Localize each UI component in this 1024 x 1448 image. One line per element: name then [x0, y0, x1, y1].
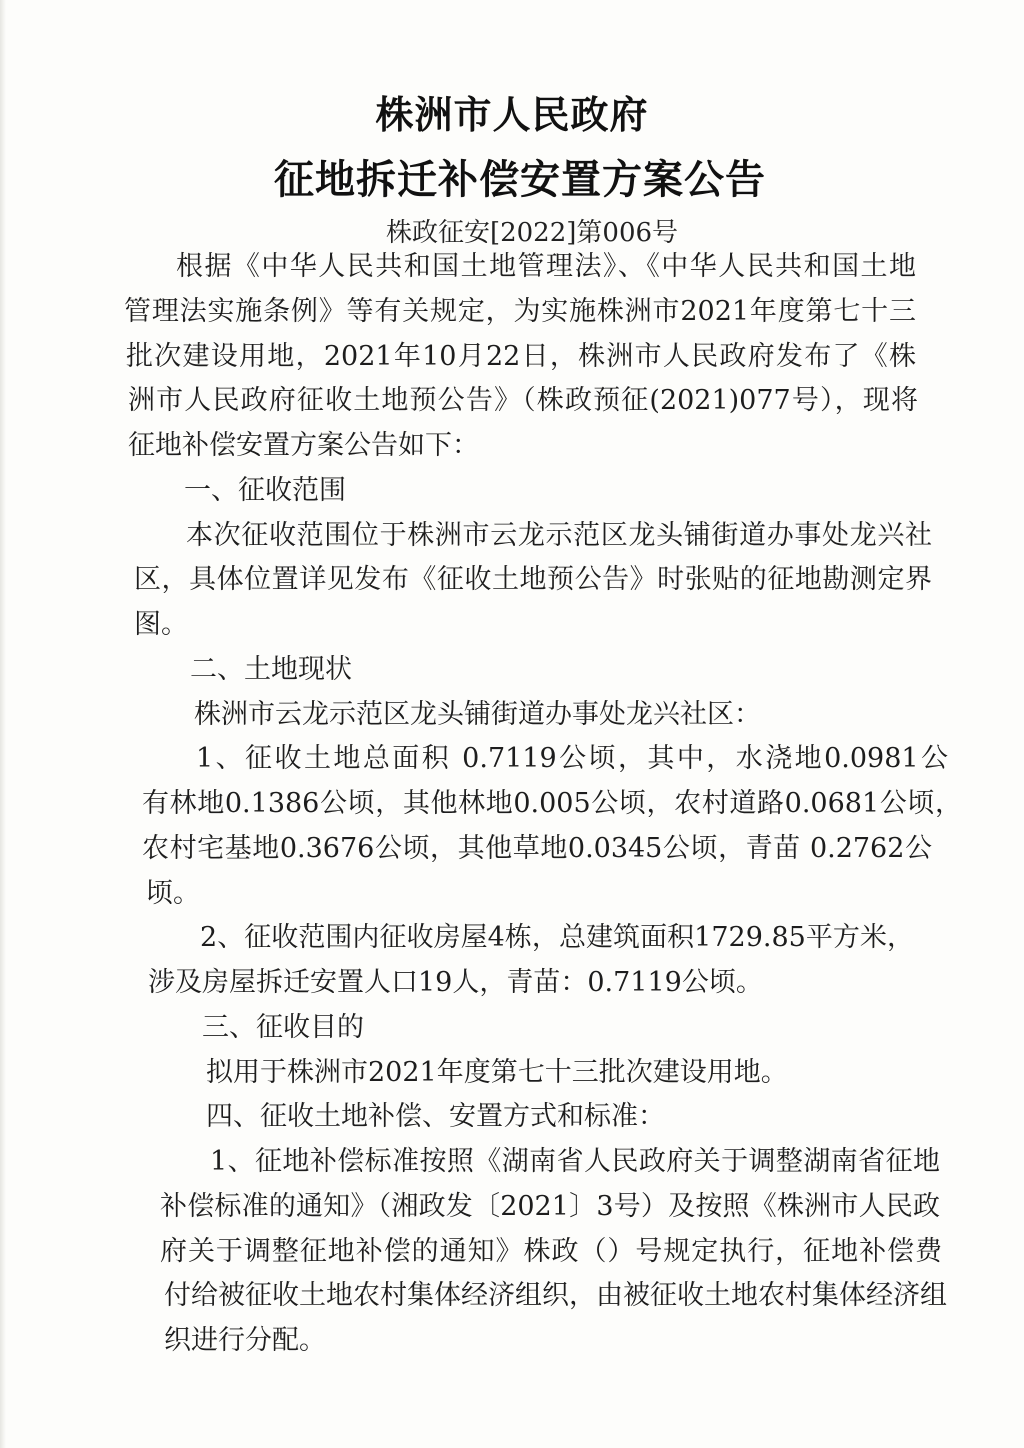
- body-line: 1、征地补偿标准按照《湖南省人民政府关于调整湖南省征地: [210, 1146, 940, 1175]
- body-line: 府关于调整征地补偿的通知》株政（）号规定执行，征地补偿费: [160, 1236, 942, 1265]
- section-heading: 三、征收目的: [202, 1012, 364, 1043]
- body-line: 根据《中华人民共和国土地管理法》、《中华人民共和国土地: [176, 251, 916, 280]
- body-line: 征地补偿安置方案公告如下：: [128, 430, 479, 461]
- body-line: 涉及房屋拆迁安置人口19人，青苗：0.7119公顷。: [148, 967, 763, 998]
- title-line-1: 株洲市人民政府: [375, 93, 649, 137]
- body-line: 织进行分配。: [164, 1325, 326, 1356]
- section-heading: 四、征收土地补偿、安置方式和标准：: [206, 1101, 665, 1132]
- body-line: 1、征收土地总面积 0.7119公顷，其中，水浇地0.0981公: [196, 743, 948, 772]
- body-line: 本次征收范围位于株洲市云龙示范区龙头铺街道办事处龙兴社: [186, 520, 932, 549]
- body-line: 区，具体位置详见发布《征收土地预公告》时张贴的征地勘测定界: [134, 564, 932, 593]
- body-line: 图。: [134, 609, 188, 640]
- section-heading: 二、土地现状: [190, 654, 352, 685]
- body-line: 有林地0.1386公顷，其他林地0.005公顷，农村道路0.0681公顷，: [142, 788, 962, 817]
- body-line: 批次建设用地，2021年10月22日，株洲市人民政府发布了《株: [126, 341, 916, 370]
- body-line: 拟用于株洲市2021年度第七十三批次建设用地。: [206, 1057, 788, 1088]
- document-number: 株政征安[2022]第006号: [385, 218, 679, 248]
- body-line: 2、征收范围内征收房屋4栋，总建筑面积1729.85平方米，: [200, 922, 914, 951]
- title-line-2: 征地拆迁补偿安置方案公告: [274, 157, 766, 203]
- body-line: 株洲市云龙示范区龙头铺街道办事处龙兴社区：: [194, 699, 761, 730]
- body-line: 农村宅基地0.3676公顷，其他草地0.0345公顷，青苗 0.2762公: [142, 833, 932, 862]
- section-heading: 一、征收范围: [184, 475, 346, 506]
- body-line: 补偿标准的通知》（湘政发〔2021〕3号）及按照《株洲市人民政: [160, 1191, 940, 1220]
- body-line: 洲市人民政府征收土地预公告》（株政预征(2021)077号），现将: [128, 385, 918, 414]
- body-line: 管理法实施条例》等有关规定，为实施株洲市2021年度第七十三: [124, 296, 916, 325]
- body-line: 顷。: [146, 878, 200, 909]
- body-line: 付给被征收土地农村集体经济组织，由被征收土地农村集体经济组: [164, 1280, 947, 1311]
